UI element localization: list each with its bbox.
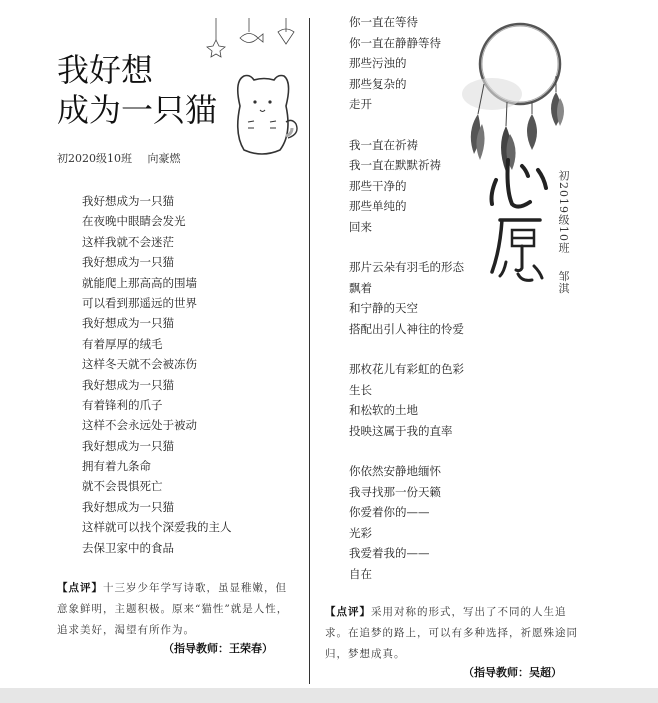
poem-line: 这样我就不会迷茫 <box>82 234 174 249</box>
stanza <box>349 257 499 339</box>
poem-line: 那枚花儿有彩虹的色彩 <box>349 362 464 376</box>
poem-line: 我好想成为一只猫 <box>82 499 174 514</box>
right-byline <box>555 170 571 295</box>
column-divider <box>309 18 310 684</box>
poem-line: 那些干净的 <box>349 178 407 193</box>
poem-line: 飘着 <box>349 280 372 295</box>
poem-line: 我好想成为一只猫 <box>82 316 174 331</box>
poem-line: 我好想成为一只猫 <box>82 194 174 208</box>
right-comment <box>325 602 585 665</box>
left-teacher: （指导教师：王荣春） <box>163 642 273 655</box>
poem-line: 我好想成为一只猫 <box>82 377 174 392</box>
poem-line: 我好想成为一只猫 <box>82 255 174 270</box>
poem-line: 我好想成为一只猫 <box>82 438 174 453</box>
poem-line: 去保卫家中的食品 <box>82 540 174 555</box>
poem-line: 我一直在默默祈祷 <box>349 158 441 172</box>
poem-line: 和松软的土地 <box>349 403 418 417</box>
poem-line: 就不会畏惧死亡 <box>82 479 163 494</box>
poem-line: 这样不会永远处于被动 <box>82 418 197 433</box>
poem-line: 这样冬天就不会被冻伤 <box>82 357 197 372</box>
left-title-line2: 成为一只猫 <box>57 91 218 129</box>
poem-line: 你依然安静地缅怀 <box>349 464 441 478</box>
poem-line: 走开 <box>349 97 372 111</box>
poem-line: 光彩 <box>349 525 372 540</box>
right-comment-tag: 【点评】 <box>325 606 371 618</box>
poem-line: 我一直在祈祷 <box>349 137 418 152</box>
big-title-calligraphy <box>484 150 554 290</box>
left-comment <box>57 578 297 641</box>
poem-line: 我寻找那一份天籁 <box>349 484 441 499</box>
left-title <box>57 50 217 130</box>
poem-line: 在夜晚中眼睛会发光 <box>82 214 186 229</box>
poem-line: 搭配出引人神往的怜爱 <box>349 321 464 336</box>
bottom-gray-bar <box>0 688 658 703</box>
stanza <box>349 461 499 584</box>
poem-line: 那些复杂的 <box>349 76 407 91</box>
right-byline-author: 邹淇 <box>557 270 570 295</box>
poem-line: 你一直在等待 <box>349 15 418 29</box>
stanza <box>349 359 499 441</box>
left-byline-class: 初2020级10班 <box>57 152 132 165</box>
right-teacher: （指导教师：吴超） <box>463 666 562 679</box>
poem-line: 生长 <box>349 382 372 397</box>
left-poem <box>82 191 232 558</box>
poem-line: 你爱着你的—— <box>349 505 430 519</box>
left-comment-tag: 【点评】 <box>57 582 103 594</box>
poem-line: 投映这属于我的直率 <box>349 423 453 438</box>
poem-line: 回来 <box>349 219 372 234</box>
poem-line: 那些单纯的 <box>349 199 407 213</box>
poem-line: 这样就可以找个深爱我的主人 <box>82 520 232 535</box>
poem-line: 和宁静的天空 <box>349 301 418 315</box>
poem-line: 自在 <box>349 566 372 581</box>
right-byline-class: 初2019级10班 <box>557 170 570 254</box>
cat-illustration <box>200 18 305 168</box>
poem-line: 有着锋利的爪子 <box>82 397 163 412</box>
poem-line: 我爱着我的—— <box>349 546 430 560</box>
poem-line: 就能爬上那高高的围墙 <box>82 275 197 290</box>
left-comment-text: 十三岁少年学写诗歌，虽显稚嫩，但意象鲜明，主题积极。原来“猫性”就是人性，追求美好，渴望有所作为。 <box>57 582 289 636</box>
left-title-line1: 我好想 <box>57 51 154 89</box>
poem-line: 有着厚厚的绒毛 <box>82 336 163 351</box>
poem-line: 那片云朵有羽毛的形态 <box>349 260 464 274</box>
right-comment-text: 采用对称的形式，写出了不同的人生追求。在追梦的路上，可以有多种选择，祈愿殊途同归，梦想成真。 <box>325 606 578 660</box>
poem-line: 你一直在静静等待 <box>349 35 441 50</box>
left-byline-author: 向豪燃 <box>147 152 181 165</box>
left-byline <box>57 150 181 166</box>
poem-line: 那些污浊的 <box>349 56 407 70</box>
poem-line: 拥有着九条命 <box>82 459 151 474</box>
poem-line: 可以看到那遥远的世界 <box>82 295 197 310</box>
